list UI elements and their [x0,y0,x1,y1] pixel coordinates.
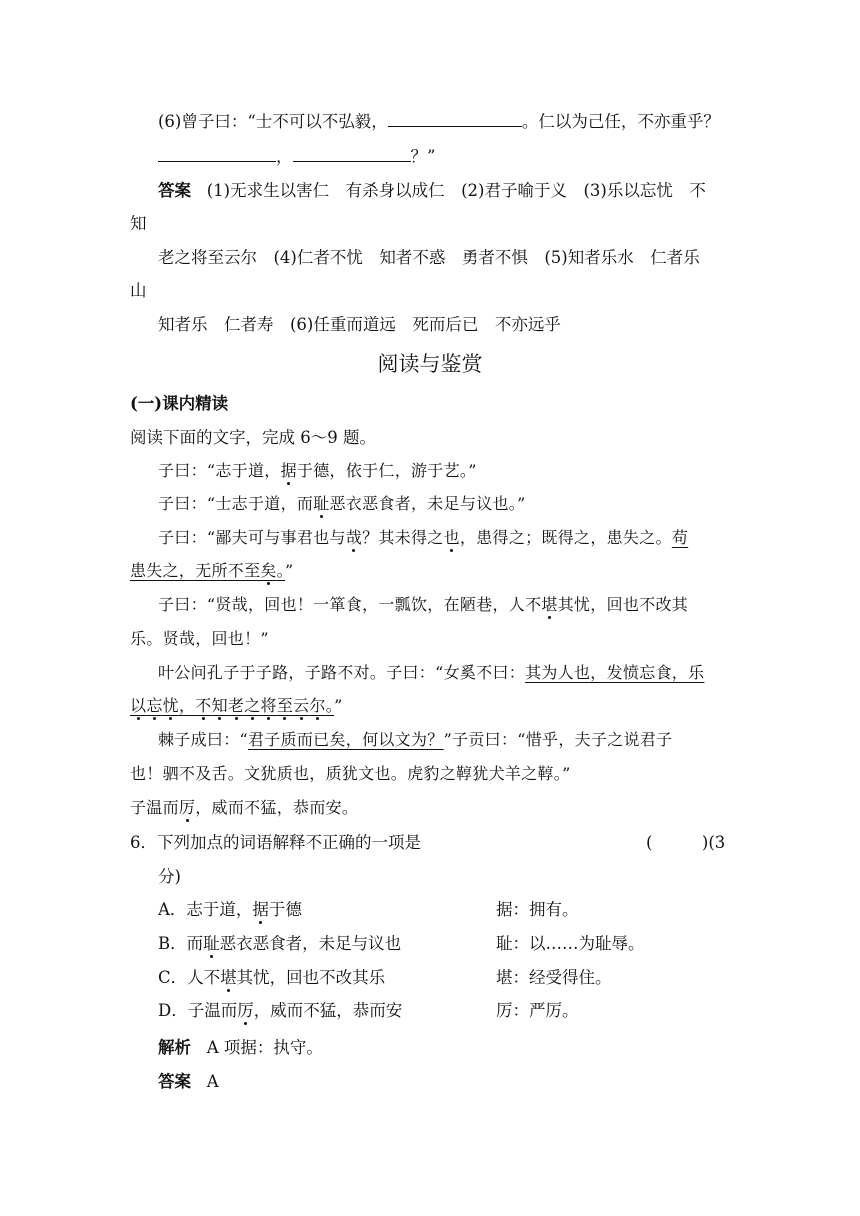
option-c-gloss: 堪：经受得住。 [496,968,612,987]
passage-para-3-line-1: 子曰：“鄙夫可与事君也与哉？其未得之也，患得之；既得之，患失之。苟 [158,528,689,547]
dotted-word: 厉 [178,798,196,817]
answer-line-3: 知者乐 仁者寿 (6)任重而道远 死而后已 不亦远乎 [158,315,561,334]
dotted-word: 耻 [313,494,330,513]
dotted-word: 哉 [345,528,363,547]
dotted-char: 尔 [309,696,326,715]
dotted-word: 厉 [237,1001,254,1020]
answer-line-q6 [158,1070,219,1094]
subsection-title: (一)课内精读 [130,394,229,413]
dotted-char: 至 [276,696,294,715]
answer-label: 答案 [158,1072,191,1091]
answer-wrap: 山 [130,281,147,300]
analysis-text: A 项据：执守。 [206,1038,323,1057]
passage-para-5-line-1: 叶公问孔子于子路，子路不对。子曰：“女奚不曰：其为人也，发愤忘食，乐 [158,663,705,682]
fill-question-line-1 [158,110,720,134]
question-stem: 6．下列加点的词语解释不正确的一项是 [130,833,421,852]
analysis-label: 解析 [158,1038,191,1057]
underlined-text: 其为人也，发愤忘食，乐 [525,663,705,682]
passage-para-5-line-2: 以忘忧，不知老之将至云尔。” [130,696,343,715]
dotted-char: 知 [211,696,228,715]
fill-question-text: 。仁以为己任，不亦重乎？ [521,112,720,131]
passage-para-6-line-2: 也！驷不及舌。文犹质也，质犹文也。虎豹之鞟犹犬羊之鞟。” [130,764,571,783]
dotted-char: 。 [325,696,335,715]
dotted-char: 以 [130,696,147,715]
dotted-char: 云 [293,696,310,715]
dotted-char: 忧 [162,696,179,715]
dotted-word: 堪 [541,595,558,614]
dotted-char: 老 [227,696,245,715]
dotted-char: ， [178,696,196,715]
answer-text: (1)无求生以害仁 有杀身以成仁 (2)君子喻于义 (3)乐以忘忧 不 [206,181,706,200]
dotted-char: 忘 [146,696,163,715]
instruction-text: 阅读下面的文字，完成 6～9 题。 [130,428,376,447]
passage-para-4-line-1: 子曰：“贤哉，回也！一箪食，一瓢饮，在陋巷，人不堪其忧，回也不改其 [158,595,689,614]
option-b-gloss: 耻：以……为耻辱。 [496,934,645,953]
fill-question-text: (6)曾子曰：“士不可以不弘毅， [158,112,388,131]
passage-para-2: 子曰：“士志于道，而耻恶衣恶食者，未足与议也。” [158,494,526,513]
dotted-word: 据 [280,461,297,480]
option-d: D．子温而厉，威而不猛，恭而安 [158,1001,403,1020]
dotted-word: 堪 [220,968,237,987]
fill-question-text: ？” [410,147,436,166]
option-c: C．人不堪其忧，回也不改其乐 [158,968,386,987]
option-b: B．而耻恶衣恶食者，未足与议也 [158,934,402,953]
dotted-word: 矣 [260,561,277,580]
analysis-line [158,1036,323,1060]
underlined-text: 苟 [671,528,689,547]
dotted-char: 将 [260,696,277,715]
underlined-dotted-text [130,696,334,715]
passage-para-1: 子曰：“志于道，据于德，依于仁，游于艺。” [158,461,477,480]
passage-para-6-line-1: 棘子成曰：“君子质而已矣，何以文为？”子贡曰：“惜乎，夫子之说君子 [158,730,673,749]
answer-wrap: 知 [130,214,147,233]
dotted-char: 不 [195,696,212,715]
answer-text: A [206,1072,219,1091]
section-title: 阅读与鉴赏 [377,352,483,376]
option-a-gloss: 据：拥有。 [496,900,579,919]
fill-blank [388,110,522,127]
underlined-text: 患失之，无所不至 [130,561,261,580]
answer-bracket: ( )(3 [646,833,726,852]
fill-blank [293,145,411,162]
passage-para-7: 子温而厉，威而不猛，恭而安。 [130,798,359,817]
answer-line-2: 老之将至云尔 (4)仁者不忧 知者不惑 勇者不惧 (5)知者乐水 仁者乐 [158,248,700,267]
underlined-text: 君子质而已矣，何以文为？ [247,730,444,749]
fill-question-line-2 [158,145,435,169]
dotted-word: 据 [252,900,269,919]
answer-label: 答案 [158,181,191,200]
option-a: A．志于道，据于德 [158,900,302,919]
fill-question-text: ， [276,147,293,166]
fill-blank [158,145,276,162]
answer-line-1 [158,179,706,203]
passage-para-4-line-2: 乐。贤哉，回也！” [130,629,269,648]
dotted-word: 耻 [203,934,220,953]
option-d-gloss: 厉：严厉。 [496,1001,579,1020]
passage-para-3-line-2: 患失之，无所不至矣。” [130,561,294,580]
dotted-word: 也 [443,528,460,547]
dotted-char: 之 [244,696,261,715]
question-score-wrap: 分) [158,867,181,886]
